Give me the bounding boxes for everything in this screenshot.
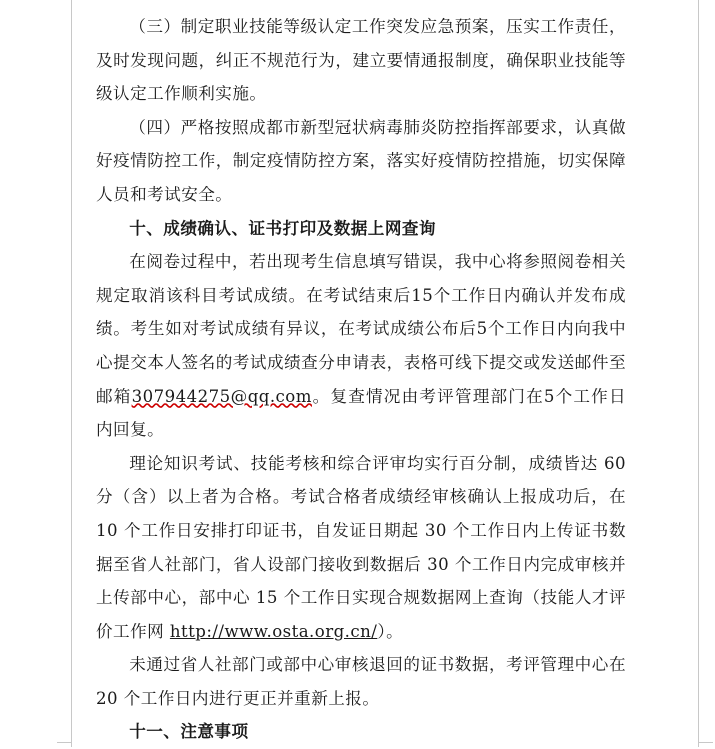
page-left-edge — [71, 0, 72, 747]
certificate-text: 理论知识考试、技能考核和综合评审均实行百分制，成绩皆达 60 分（含）以上者为合格。考试合格者成绩经审核确认上报成功后，在 10 个工作日安排打印证书，自发证日期起 30 个工作日内上传证书数据至省人社部门，省人设部门接收到数据后 30 个工作日内完成审核并上传部中心，部中心 15 个工作日实现合规数据网上查询（技能人才评价工作网 — [96, 453, 626, 641]
score-confirmation-text: 在阅卷过程中，若出现考生信息填写错误，我中心将参照阅卷相关规定取消该科目考试成绩。在考试结束后15个工作日内确认并发布成绩。考生如对考试成绩有异议，在考试成绩公布后5个工作日内向我中心提交本人签名的考试成绩查分申请表，表格可线下提交或发送邮件至邮箱 — [96, 252, 626, 406]
osta-website-link[interactable]: http://www.osta.org.cn/ — [169, 621, 378, 641]
paragraph-certificate-printing — [96, 447, 626, 649]
certificate-tail: ）。 — [377, 621, 404, 641]
paragraph-data-correction: 未通过省人社部门或部中心审核退回的证书数据，考评管理中心在 20 个工作日内进行更正并重新上报。 — [96, 655, 626, 708]
page-corner-mark-right — [698, 728, 713, 743]
paragraph-score-confirmation — [96, 245, 626, 447]
paragraph-emergency-plan: （三）制定职业技能等级认定工作突发应急预案，压实工作责任，及时发现问题，纠正不规范行为，建立要情通报制度，确保职业技能等级认定工作顺利实施。 — [96, 17, 626, 104]
section-heading-11: 十一、注意事项 — [129, 722, 249, 742]
score-confirmation-tail: 。复查情况由考评管理部门在5个工作日内回复。 — [96, 386, 626, 440]
email-address[interactable]: 307944275@qq.com — [131, 386, 312, 406]
paragraph-epidemic-control: （四）严格按照成都市新型冠状病毒肺炎防控指挥部要求，认真做好疫情防控工作，制定疫情防控方案，落实好疫情防控措施，切实保障人员和考试安全。 — [96, 117, 626, 204]
page-right-edge — [698, 0, 699, 747]
section-heading-10: 十、成绩确认、证书打印及数据上网查询 — [129, 218, 436, 238]
document-body — [96, 10, 626, 749]
page-corner-mark-left — [57, 728, 72, 743]
